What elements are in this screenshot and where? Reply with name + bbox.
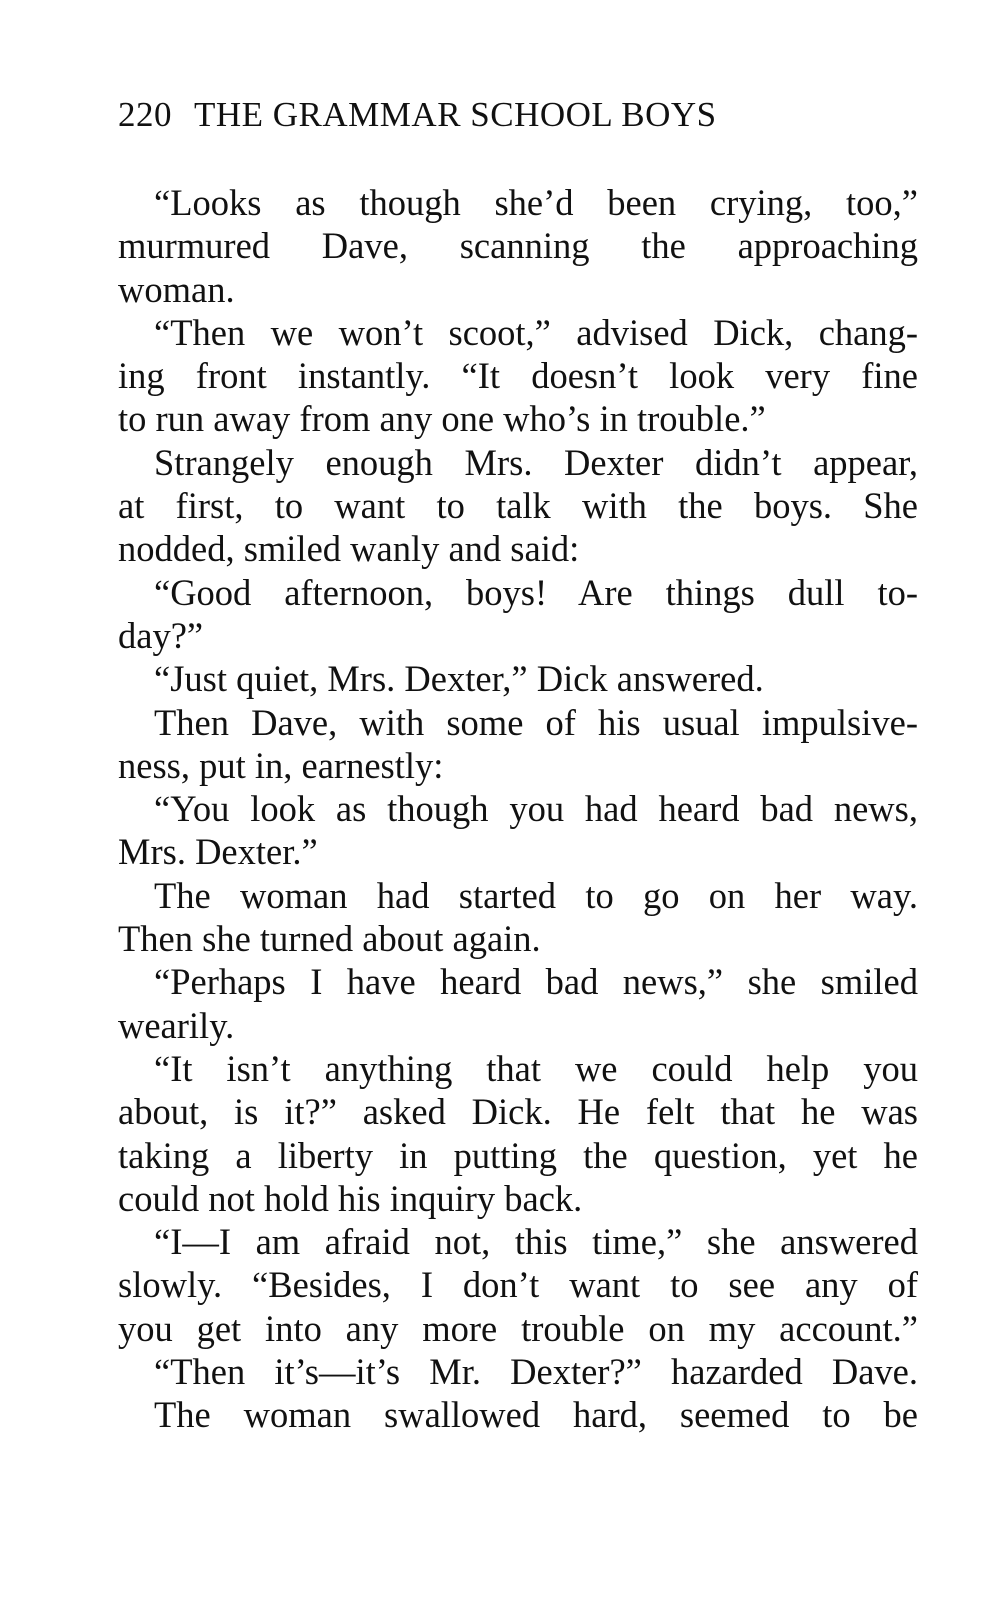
text-line: Mrs. Dexter.”	[118, 831, 318, 873]
text-line: nodded, smiled wanly and said:	[118, 528, 580, 570]
page-number: 220	[118, 95, 172, 134]
text-line: to run away from any one who’s in trouble.”	[118, 398, 766, 440]
running-title: THE GRAMMAR SCHOOL BOYS	[194, 95, 717, 134]
text-line: could not hold his inquiry back.	[118, 1177, 583, 1219]
text-line: “Then it’s—it’s Mr. Dexter?” hazarded Dave.	[154, 1351, 918, 1393]
body-text	[118, 181, 918, 1437]
text-line: Then she turned about again.	[118, 918, 541, 960]
text-line: “Then we won’t scoot,” advised Dick, chang-	[154, 311, 918, 353]
text-line: Strangely enough Mrs. Dexter didn’t appear,	[154, 441, 918, 483]
text-line: day?”	[118, 614, 204, 656]
running-header	[118, 92, 918, 138]
text-line: taking a liberty in putting the question, yet he	[118, 1134, 918, 1176]
text-line: The woman had started to go on her way.	[154, 874, 918, 916]
text-line: “It isn’t anything that we could help you	[154, 1047, 918, 1089]
text-line: ing front instantly. “It doesn’t look very fine	[118, 355, 918, 397]
text-line: about, is it?” asked Dick. He felt that he was	[118, 1091, 918, 1133]
text-line: “Looks as though she’d been crying, too,”	[154, 182, 918, 223]
text-line: “Good afternoon, boys! Are things dull to-	[154, 571, 918, 613]
text-line: Then Dave, with some of his usual impulsive-	[154, 701, 918, 743]
text-line: at first, to want to talk with the boys. She	[118, 485, 918, 527]
text-line: “I—I am afraid not, this time,” she answered	[154, 1221, 918, 1263]
text-line: The woman swallowed hard, seemed to be	[154, 1394, 918, 1436]
text-line: you get into any more trouble on my account.”	[118, 1307, 918, 1349]
text-line: murmured Dave, scanning the approaching	[118, 225, 918, 267]
text-line: “You look as though you had heard bad news,	[154, 788, 918, 830]
text-line: wearily.	[118, 1004, 235, 1046]
text-line: “Just quiet, Mrs. Dexter,” Dick answered.	[154, 658, 764, 700]
text-line: woman.	[118, 268, 235, 310]
text-line: ness, put in, earnestly:	[118, 744, 444, 786]
text-line: “Perhaps I have heard bad news,” she smiled	[154, 961, 918, 1003]
text-line: slowly. “Besides, I don’t want to see any of	[118, 1264, 918, 1306]
